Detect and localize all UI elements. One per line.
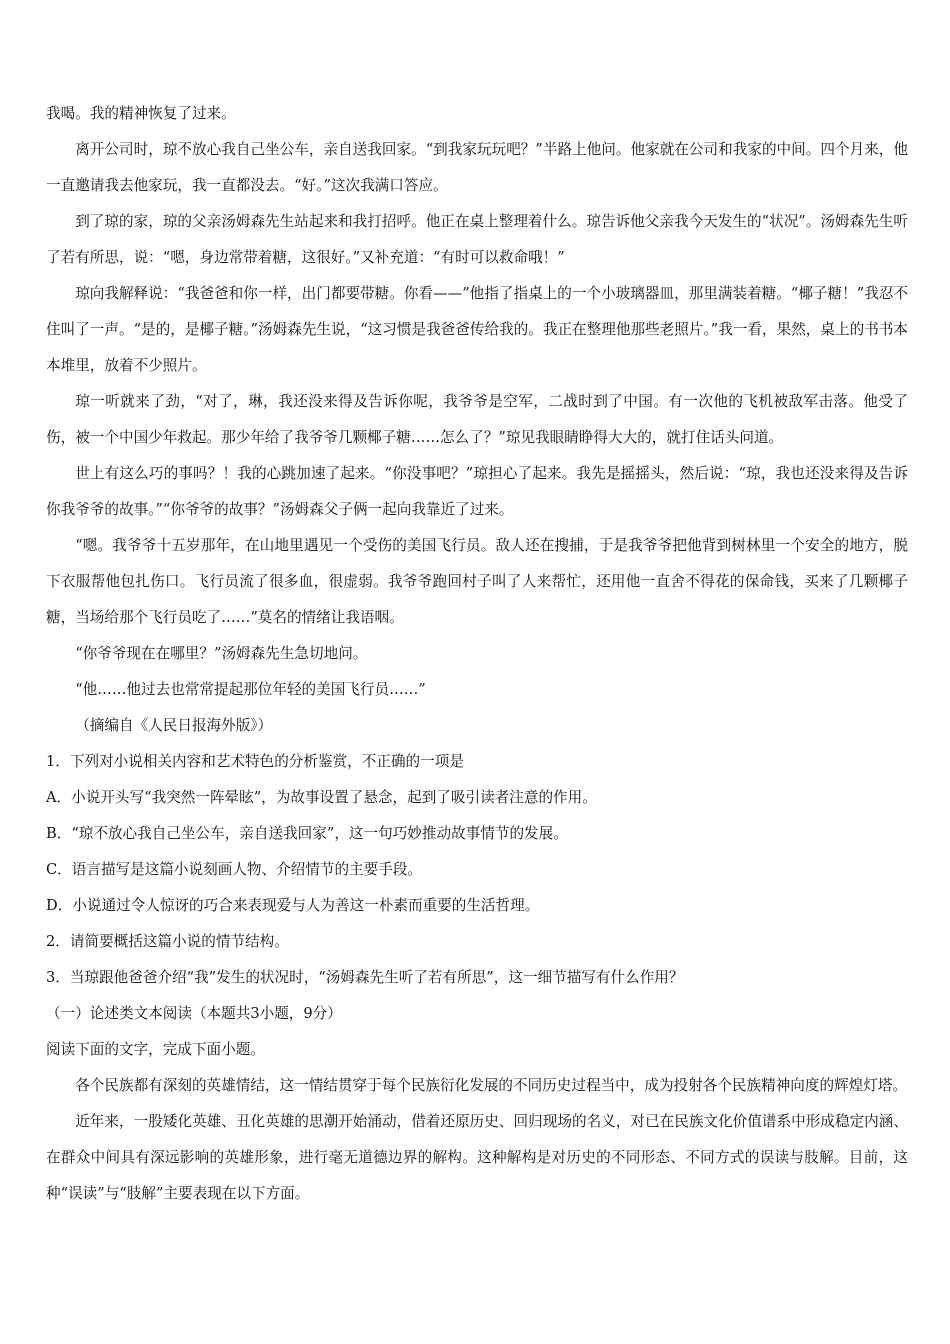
section-header: （一）论述类文本阅读（本题共3小题，9分） — [46, 1005, 342, 1022]
story-paragraph-7: “嗯。我爷爷十五岁那年，在山地里遇见一个受伤的美国飞行员。敌人还在搜捕，于是我爷爷把他背到树林里一个安全的地方，脱下衣服帮他包扎伤口。飞行员流了很多血，很虚弱。我爷爷跑回村子叫了人来帮忙，还用他一直舍不得花的保命钱，买来了几颗椰子糖，当场给那个飞行员吃了……”莫名的情绪让我语咽。 — [46, 537, 908, 626]
story-paragraph-2: 离开公司时，琼不放心我自己坐公车，亲自送我回家。“到我家玩玩吧？”半路上他问。他家就在公司和我家的中间。四个月来，他一直邀请我去他家玩，我一直都没去。“好。”这次我满口答应。 — [46, 141, 908, 194]
document-body — [46, 96, 908, 1212]
essay-paragraph-2: 近年来，一股矮化英雄、丑化英雄的思潮开始涌动，借着还原历史、回归现场的名义，对已在民族文化价值谱系中形成稳定内涵、在群众中间具有深远影响的英雄形象，进行毫无道德边界的解构。这种解构是对历史的不同形态、不同方式的误读与肢解。目前，这种“误读”与“肢解”主要表现在以下方面。 — [46, 1113, 908, 1202]
section-instruction: 阅读下面的文字，完成下面小题。 — [46, 1041, 265, 1058]
story-paragraph-4: 琼向我解释说：“我爸爸和你一样，出门都要带糖。你看——”他指了指桌上的一个小玻璃器皿，那里满装着糖。“椰子糖！”我忍不住叫了一声。“是的，是椰子糖。”汤姆森先生说，“这习惯是我爸爸传给我的。我正在整理他那些老照片。”我一看，果然，桌上的书书本本堆里，放着不少照片。 — [46, 285, 908, 374]
question-3: 3．当琼跟他爸爸介绍“我”发生的状况时，“汤姆森先生听了若有所思”，这一细节描写有什么作用？ — [46, 969, 684, 986]
story-paragraph-3: 到了琼的家，琼的父亲汤姆森先生站起来和我打招呼。他正在桌上整理着什么。琼告诉他父亲我今天发生的“状况”。汤姆森先生听了若有所思，说：“嗯，身边常带着糖，这很好。”又补充道：“有时可以救命哦！” — [46, 213, 908, 266]
source-citation: （摘编自《人民日报海外版》） — [75, 717, 273, 734]
question-1: 1．下列对小说相关内容和艺术特色的分析鉴赏，不正确的一项是 — [46, 753, 464, 770]
option-b: B．“琼不放心我自己坐公车，亲自送我回家”，这一句巧妙推动故事情节的发展。 — [46, 825, 568, 842]
story-paragraph-1: 我喝。我的精神恢复了过来。 — [46, 105, 236, 122]
option-c: C．语言描写是这篇小说刻画人物、介绍情节的主要手段。 — [46, 861, 423, 878]
story-paragraph-9: “他……他过去也常常提起那位年轻的美国飞行员……” — [75, 681, 426, 698]
story-paragraph-5: 琼一听就来了劲，“对了，琳，我还没来得及告诉你呢，我爷爷是空军，二战时到了中国。有一次他的飞机被敌军击落。他受了伤，被一个中国少年救起。那少年给了我爷爷几颗椰子糖……怎么了？”琼见我眼睛睁得大大的，就打住话头问道。 — [46, 393, 908, 446]
option-d: D．小说通过令人惊讶的巧合来表现爱与人为善这一朴素而重要的生活哲理。 — [46, 897, 540, 914]
essay-paragraph-1: 各个民族都有深刻的英雄情结，这一情结贯穿于每个民族衍化发展的不同历史过程当中，成为投射各个民族精神向度的辉煌灯塔。 — [75, 1077, 908, 1094]
story-paragraph-6: 世上有这么巧的事吗？！我的心跳加速了起来。“你没事吧？”琼担心了起来。我先是摇摇头，然后说：“琼，我也还没来得及告诉你我爷爷的故事。”“你爷爷的故事？”汤姆森父子俩一起向我靠近了过来。 — [46, 465, 908, 518]
option-a: A．小说开头写“我突然一阵晕眩”，为故事设置了悬念，起到了吸引读者注意的作用。 — [46, 789, 597, 806]
question-2: 2．请简要概括这篇小说的情节结构。 — [46, 933, 289, 950]
story-paragraph-8: “你爷爷现在在哪里？”汤姆森先生急切地问。 — [75, 645, 368, 662]
